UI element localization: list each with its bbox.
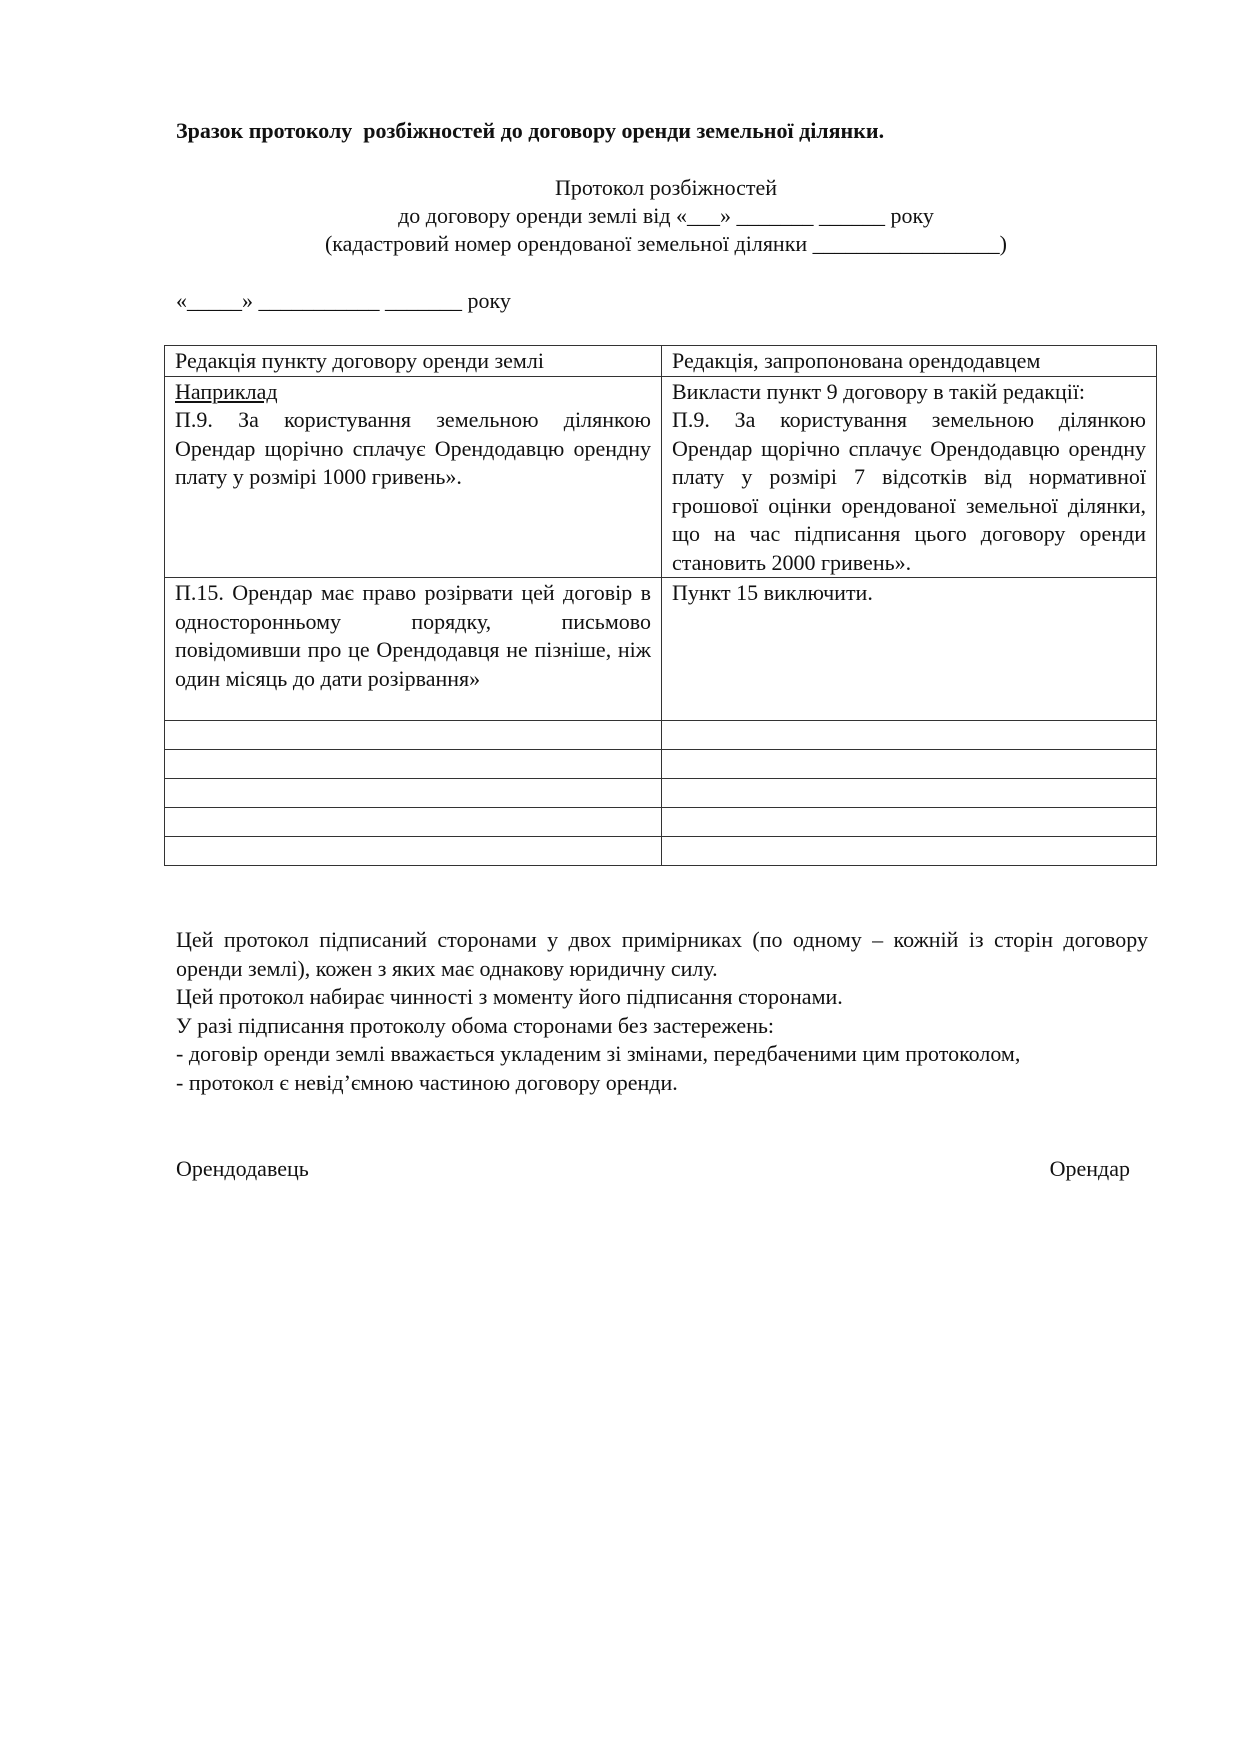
closing-paragraphs bbox=[176, 926, 1148, 1097]
paragraph: Цей протокол набирає чинності з моменту його підписання сторонами. bbox=[176, 984, 843, 1009]
table-cell-proposed bbox=[662, 779, 1157, 808]
table-row-empty bbox=[165, 750, 1157, 779]
table-cell-original bbox=[165, 750, 662, 779]
signature-block bbox=[176, 1156, 1130, 1182]
table-cell-proposed bbox=[662, 578, 1157, 721]
table-header-cell: Редакція пункту договору оренди землі bbox=[165, 346, 662, 377]
original-clause-text: П.15. Орендар має право розірвати цей договір в односторонньому порядку, письмово повідомивши про це Орендодавця не пізніше, ніж один місяць до дати розірвання» bbox=[175, 580, 651, 691]
protocol-heading-line: Протокол розбіжностей bbox=[554, 175, 778, 200]
discrepancy-table bbox=[164, 345, 1157, 866]
table-row-empty bbox=[165, 721, 1157, 750]
table-cell-original bbox=[165, 779, 662, 808]
example-label: Наприклад bbox=[175, 378, 278, 404]
table-cell-proposed bbox=[662, 721, 1157, 750]
table-cell-original bbox=[165, 578, 662, 721]
protocol-heading-line: до договору оренди землі від «___» _______ ______ року bbox=[398, 203, 934, 228]
paragraph: У разі підписання протоколу обома сторонами без застережень: bbox=[176, 1012, 775, 1038]
document-title: Зразок протоколу розбіжностей до договору оренди земельної ділянки. bbox=[176, 118, 885, 143]
proposed-clause-text: П.9. За користування земельною ділянкою Орендар щорічно сплачує Орендодавцю орендну плату у розмірі 7 відсотків від нормативної грошової оцінки орендованої земельної ділянки, що на час підписання цього договору оренди становить 2000 гривень». bbox=[672, 407, 1146, 575]
table-cell-proposed bbox=[662, 750, 1157, 779]
signature-lessee: Орендар bbox=[1049, 1156, 1130, 1181]
table-cell-original bbox=[165, 837, 662, 866]
original-clause-text: П.9. За користування земельною ділянкою Орендар щорічно сплачує Орендодавцю орендну плату у розмірі 1000 гривень». bbox=[175, 407, 651, 489]
table-cell-proposed bbox=[662, 808, 1157, 837]
protocol-heading-line: (кадастровий номер орендованої земельної ділянки _________________) bbox=[324, 231, 1007, 256]
table-cell-original bbox=[165, 721, 662, 750]
table-cell-original bbox=[165, 376, 662, 578]
paragraph-list-item: - договір оренди землі вважається укладеним зі змінами, передбаченими цим протоколом, bbox=[176, 1041, 1021, 1066]
signature-lessor: Орендодавець bbox=[176, 1156, 309, 1181]
proposed-clause-text: Пункт 15 виключити. bbox=[672, 580, 873, 605]
paragraph-list-item: - протокол є невід’ємною частиною договору оренди. bbox=[176, 1069, 678, 1095]
proposed-intro-text: Викласти пункт 9 договору в такій редакції: bbox=[672, 378, 1086, 404]
table-header-cell: Редакція, запропонована орендодавцем bbox=[662, 346, 1157, 377]
table-cell-original bbox=[165, 808, 662, 837]
table-row-empty bbox=[165, 837, 1157, 866]
table-row bbox=[165, 376, 1157, 578]
date-line: «_____» ___________ _______ року bbox=[176, 288, 511, 313]
protocol-heading bbox=[176, 174, 1156, 258]
table-row-empty bbox=[165, 779, 1157, 808]
table-cell-proposed bbox=[662, 376, 1157, 578]
table-header-row bbox=[165, 346, 1157, 377]
table-row bbox=[165, 578, 1157, 721]
table-cell-proposed bbox=[662, 837, 1157, 866]
table-row-empty bbox=[165, 808, 1157, 837]
paragraph: Цей протокол підписаний сторонами у двох примірниках (по одному – кожній із сторін договору оренди землі), кожен з яких має однакову юридичну силу. bbox=[176, 927, 1148, 981]
